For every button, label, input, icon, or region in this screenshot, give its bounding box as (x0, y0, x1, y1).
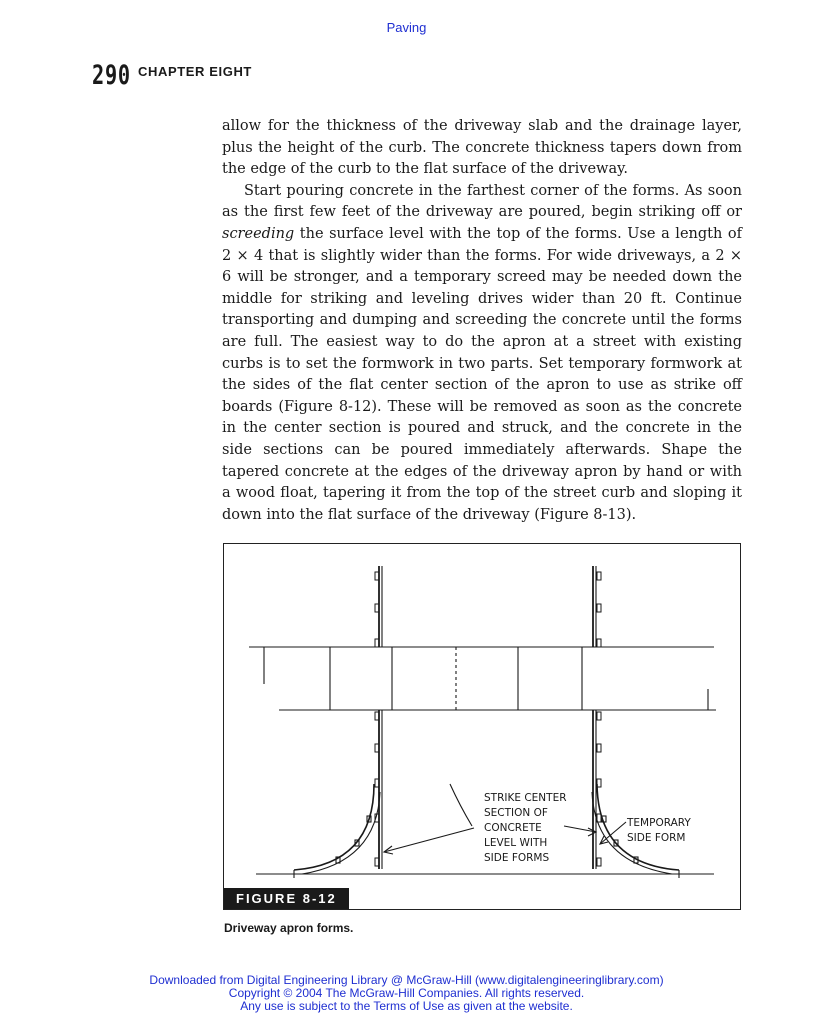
footer-notice (0, 974, 813, 1013)
figure-8-12 (223, 543, 741, 910)
figure-caption: Driveway apron forms. (224, 921, 354, 935)
arrow-head (588, 828, 596, 836)
paragraph-2-emphasis: screeding (222, 225, 295, 242)
footer-copyright: Copyright © 2004 The McGraw-Hill Companies. All rights reserved. (228, 986, 585, 1000)
center-annotation-leader (450, 784, 472, 826)
left-flare-form-inner (302, 792, 380, 874)
paragraph-2-end: the surface level with the top of the forms. Use a length of 2 × 4 that is slightly wider than the forms. For wide driveways, a 2 × 6 will be stronger, and a temporary screed may be needed down the middle for striking and leveling drives wider than 20 ft. Continue transporting and dumping and screeding the concrete until the forms are full. The easiest way to do the apron at a street with existing curbs is to set the formwork in two parts. Set temporary formwork at the sides of the flat center section of the apron to use as strike off boards (Figure 8-12). These will be removed as soon as the concrete in the center section is poured and struck, and the concrete in the side sections can be poured immediately afterwards. Shape the tapered concrete at the edges of the driveway apron by hand or with a wood float, tapering it from the top of the street curb and sloping it down into the flat surface of the driveway (Figure 8-13). (222, 225, 742, 523)
footer-terms[interactable]: Any use is subject to the Terms of Use as given at the website. (240, 999, 573, 1013)
side-annotation-line: SIDE FORM (627, 832, 686, 844)
top-section-link[interactable]: Paving (386, 20, 427, 35)
center-annotation-line: SECTION OF (484, 807, 548, 819)
center-annotation-line: CONCRETE (484, 822, 542, 834)
left-flare-form (294, 784, 374, 870)
paragraph-2-start: Start pouring concrete in the farthest corner of the forms. As soon as the first few feet of the driveway are poured, begin striking off or (222, 182, 742, 221)
center-annotation-line: SIDE FORMS (484, 852, 550, 864)
side-annotation-line: TEMPORARY (627, 817, 691, 829)
body-text (222, 116, 742, 526)
center-pointer-arrow (384, 828, 474, 852)
footer-download-link[interactable]: Downloaded from Digital Engineering Library @ McGraw-Hill (www.digitalengineeringlibrary.com) (149, 973, 664, 987)
side-form-annotation-text (626, 817, 691, 844)
driveway-apron-forms-drawing (224, 544, 741, 910)
paragraph-2 (222, 181, 742, 527)
page-number: 290 (92, 60, 131, 91)
paragraph-1: allow for the thickness of the driveway slab and the drainage layer, plus the height of the curb. The concrete thickness tapers down from the edge of the curb to the flat surface of the driveway. (222, 118, 742, 178)
figure-label: FIGURE 8-12 (224, 888, 349, 909)
center-annotation-text (484, 792, 567, 864)
center-annotation-line: STRIKE CENTER (484, 792, 567, 804)
center-annotation-line: LEVEL WITH (484, 837, 548, 849)
chapter-title: CHAPTER EIGHT (138, 64, 252, 79)
